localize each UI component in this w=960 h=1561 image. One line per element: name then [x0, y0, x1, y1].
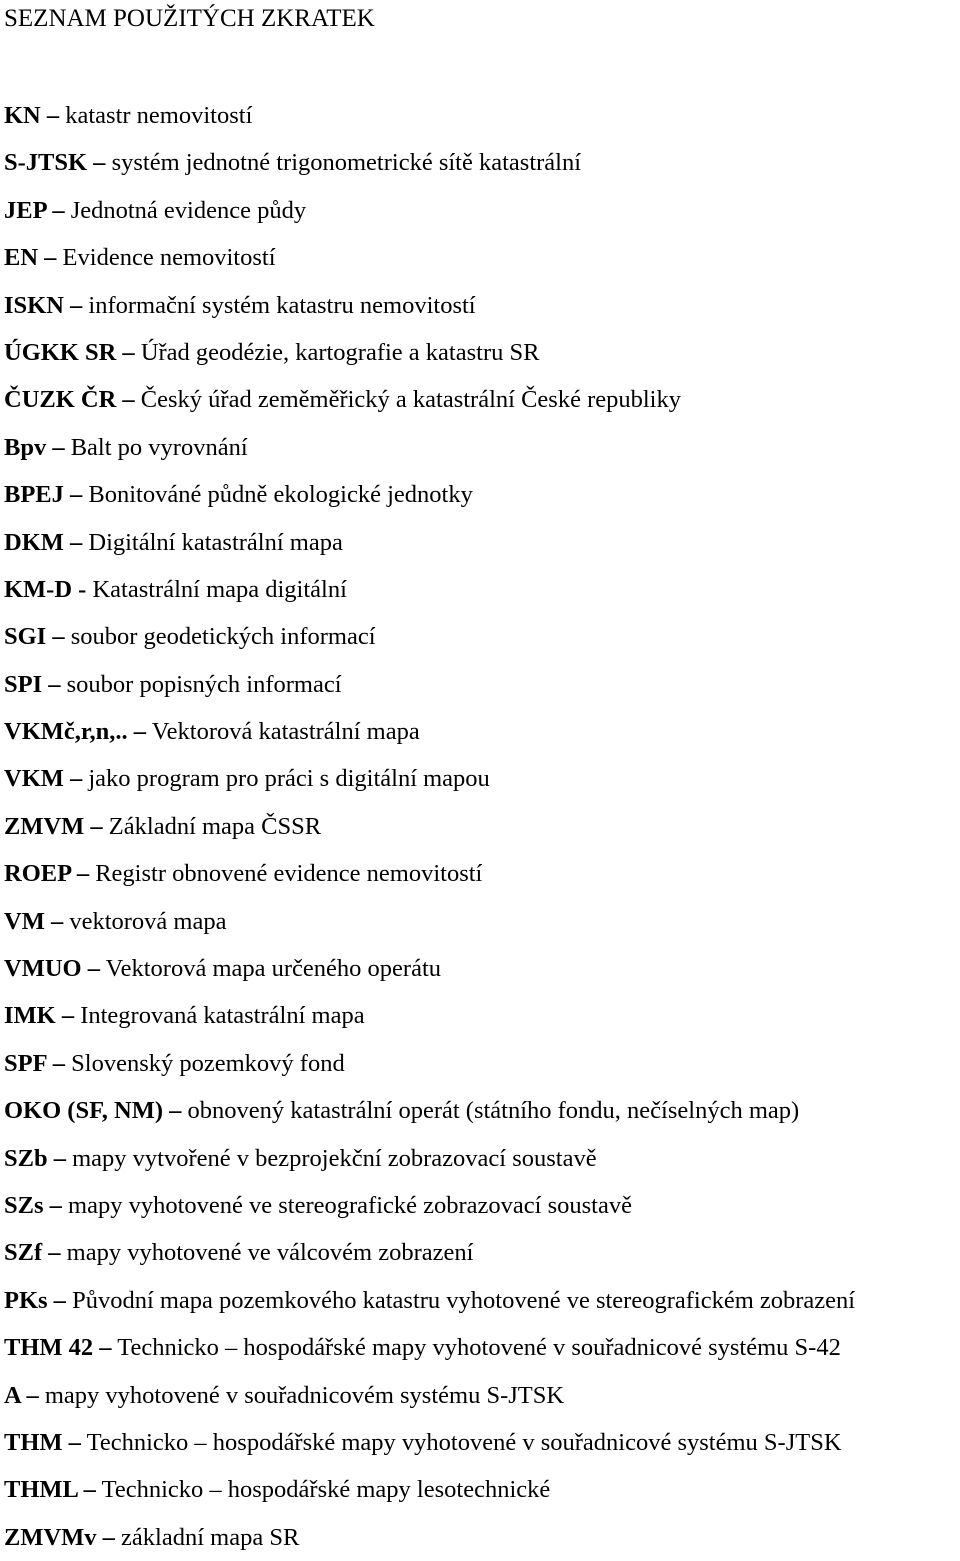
- abbreviation-item: [4, 139, 855, 186]
- abbreviation-meaning: Vektorová katastrální mapa: [151, 718, 420, 746]
- abbreviation-item: [4, 1135, 855, 1182]
- abbreviation-term: SGI –: [4, 623, 65, 651]
- abbreviation-item: [4, 471, 855, 518]
- abbreviation-meaning: Jednotná evidence půdy: [70, 196, 307, 224]
- abbreviation-meaning: vektorová mapa: [69, 907, 227, 935]
- abbreviation-meaning: Slovenský pozemkový fond: [71, 1049, 345, 1077]
- page-title: SEZNAM POUŽITÝCH ZKRATEK: [4, 5, 375, 32]
- abbreviation-item: [4, 566, 855, 613]
- abbreviation-item: [4, 1182, 855, 1229]
- abbreviation-item: [4, 187, 855, 234]
- abbreviation-meaning: Digitální katastrální mapa: [88, 528, 343, 556]
- abbreviation-item: [4, 329, 855, 376]
- abbreviation-item: [4, 1324, 855, 1371]
- abbreviation-term: EN –: [4, 244, 57, 272]
- abbreviation-meaning: Registr obnovené evidence nemovitostí: [95, 860, 483, 888]
- abbreviation-item: [4, 282, 855, 329]
- abbreviation-term: A –: [4, 1381, 39, 1409]
- abbreviation-meaning: mapy vyhotovené ve stereografické zobrazovací soustavě: [68, 1191, 632, 1219]
- abbreviation-meaning: Český úřad zeměměřický a katastrální České republiky: [140, 386, 681, 414]
- abbreviation-meaning: Integrovaná katastrální mapa: [80, 1002, 365, 1030]
- abbreviation-meaning: soubor popisných informací: [66, 670, 342, 698]
- abbreviation-term: VKMč,r,n,.. –: [4, 718, 146, 746]
- abbreviation-term: KM-D -: [4, 575, 87, 603]
- abbreviation-meaning: Technicko – hospodářské mapy vyhotovené v souřadnicové systému S-JTSK: [86, 1428, 842, 1456]
- abbreviation-meaning: obnovený katastrální operát (státního fondu, nečíselných map): [187, 1097, 800, 1125]
- abbreviation-term: VKM –: [4, 765, 83, 793]
- abbreviation-term: S-JTSK –: [4, 149, 106, 177]
- abbreviation-term: OKO (SF, NM) –: [4, 1097, 182, 1125]
- abbreviation-item: [4, 661, 855, 708]
- abbreviation-item: [4, 708, 855, 755]
- abbreviation-term: JEP –: [4, 196, 65, 224]
- abbreviation-meaning: katastr nemovitostí: [65, 102, 253, 129]
- abbreviation-meaning: soubor geodetických informací: [70, 623, 376, 651]
- abbreviation-term: PKs –: [4, 1286, 66, 1314]
- abbreviation-meaning: mapy vytvořené v bezprojekční zobrazovací soustavě: [72, 1144, 597, 1172]
- abbreviation-term: ROEP –: [4, 860, 90, 888]
- abbreviation-item: [4, 376, 855, 423]
- abbreviation-term: ZMVM –: [4, 812, 103, 840]
- abbreviation-item: [4, 1040, 855, 1087]
- abbreviation-item: [4, 803, 855, 850]
- abbreviation-term: KN –: [4, 102, 60, 129]
- abbreviation-term: BPEJ –: [4, 481, 83, 509]
- abbreviation-term: VM –: [4, 907, 64, 935]
- abbreviation-meaning: Základní mapa ČSSR: [108, 812, 322, 840]
- abbreviation-term: SPF –: [4, 1049, 66, 1077]
- abbreviation-term: ÚGKK SR –: [4, 338, 135, 366]
- abbreviation-meaning: Balt po vyrovnání: [70, 433, 248, 461]
- abbreviation-meaning: informační systém katastru nemovitostí: [88, 291, 476, 319]
- abbreviation-item: [4, 519, 855, 566]
- abbreviation-item: [4, 1087, 855, 1134]
- abbreviation-item: [4, 898, 855, 945]
- abbreviation-meaning: jako program pro práci s digitální mapou: [88, 765, 490, 793]
- abbreviation-term: ČUZK ČR –: [4, 386, 135, 414]
- abbreviation-term: THM 42 –: [4, 1334, 112, 1362]
- abbreviation-meaning: mapy vyhotovené v souřadnicovém systému S-JTSK: [44, 1381, 565, 1409]
- abbreviation-term: SPI –: [4, 670, 61, 698]
- abbreviation-meaning: Technicko – hospodářské mapy vyhotovené v souřadnicové systému S-42: [117, 1334, 841, 1362]
- abbreviation-item: [4, 1229, 855, 1276]
- abbreviation-term: THM –: [4, 1428, 81, 1456]
- abbreviation-meaning: Úřad geodézie, kartografie a katastru SR: [140, 338, 540, 366]
- abbreviation-term: SZb –: [4, 1144, 66, 1172]
- abbreviation-term: ISKN –: [4, 291, 83, 319]
- abbreviation-meaning: Bonitováné půdně ekologické jednotky: [88, 481, 473, 509]
- abbreviation-item: [4, 1419, 855, 1466]
- abbreviation-item: [4, 755, 855, 802]
- abbreviation-term: DKM –: [4, 528, 83, 556]
- abbreviation-item: [4, 1372, 855, 1419]
- abbreviation-meaning: Vektorová mapa určeného operátu: [105, 955, 442, 983]
- abbreviation-term: ZMVMv –: [4, 1523, 115, 1551]
- abbreviation-term: Bpv –: [4, 433, 65, 461]
- abbreviation-item: [4, 92, 855, 139]
- abbreviation-item: [4, 992, 855, 1039]
- abbreviation-term: VMUO –: [4, 955, 100, 983]
- abbreviation-item: [4, 613, 855, 660]
- abbreviation-meaning: Evidence nemovitostí: [62, 244, 276, 272]
- abbreviation-item: [4, 1466, 855, 1513]
- abbreviation-list: [4, 92, 855, 1561]
- abbreviation-meaning: systém jednotné trigonometrické sítě katastrální: [111, 149, 582, 177]
- abbreviation-term: SZf –: [4, 1239, 61, 1267]
- abbreviation-item: [4, 945, 855, 992]
- abbreviation-meaning: Původní mapa pozemkového katastru vyhotovené ve stereografickém zobrazení: [72, 1286, 856, 1314]
- abbreviation-term: IMK –: [4, 1002, 75, 1030]
- abbreviation-item: [4, 424, 855, 471]
- abbreviation-item: [4, 850, 855, 897]
- abbreviation-item: [4, 1277, 855, 1324]
- abbreviation-term: SZs –: [4, 1191, 62, 1219]
- abbreviation-meaning: Katastrální mapa digitální: [92, 575, 347, 603]
- abbreviation-meaning: Technicko – hospodářské mapy lesotechnické: [101, 1476, 551, 1504]
- abbreviation-term: THML –: [4, 1476, 96, 1504]
- abbreviation-item: [4, 234, 855, 281]
- abbreviation-meaning: mapy vyhotovené ve válcovém zobrazení: [66, 1239, 474, 1267]
- abbreviation-meaning: základní mapa SR: [121, 1523, 300, 1551]
